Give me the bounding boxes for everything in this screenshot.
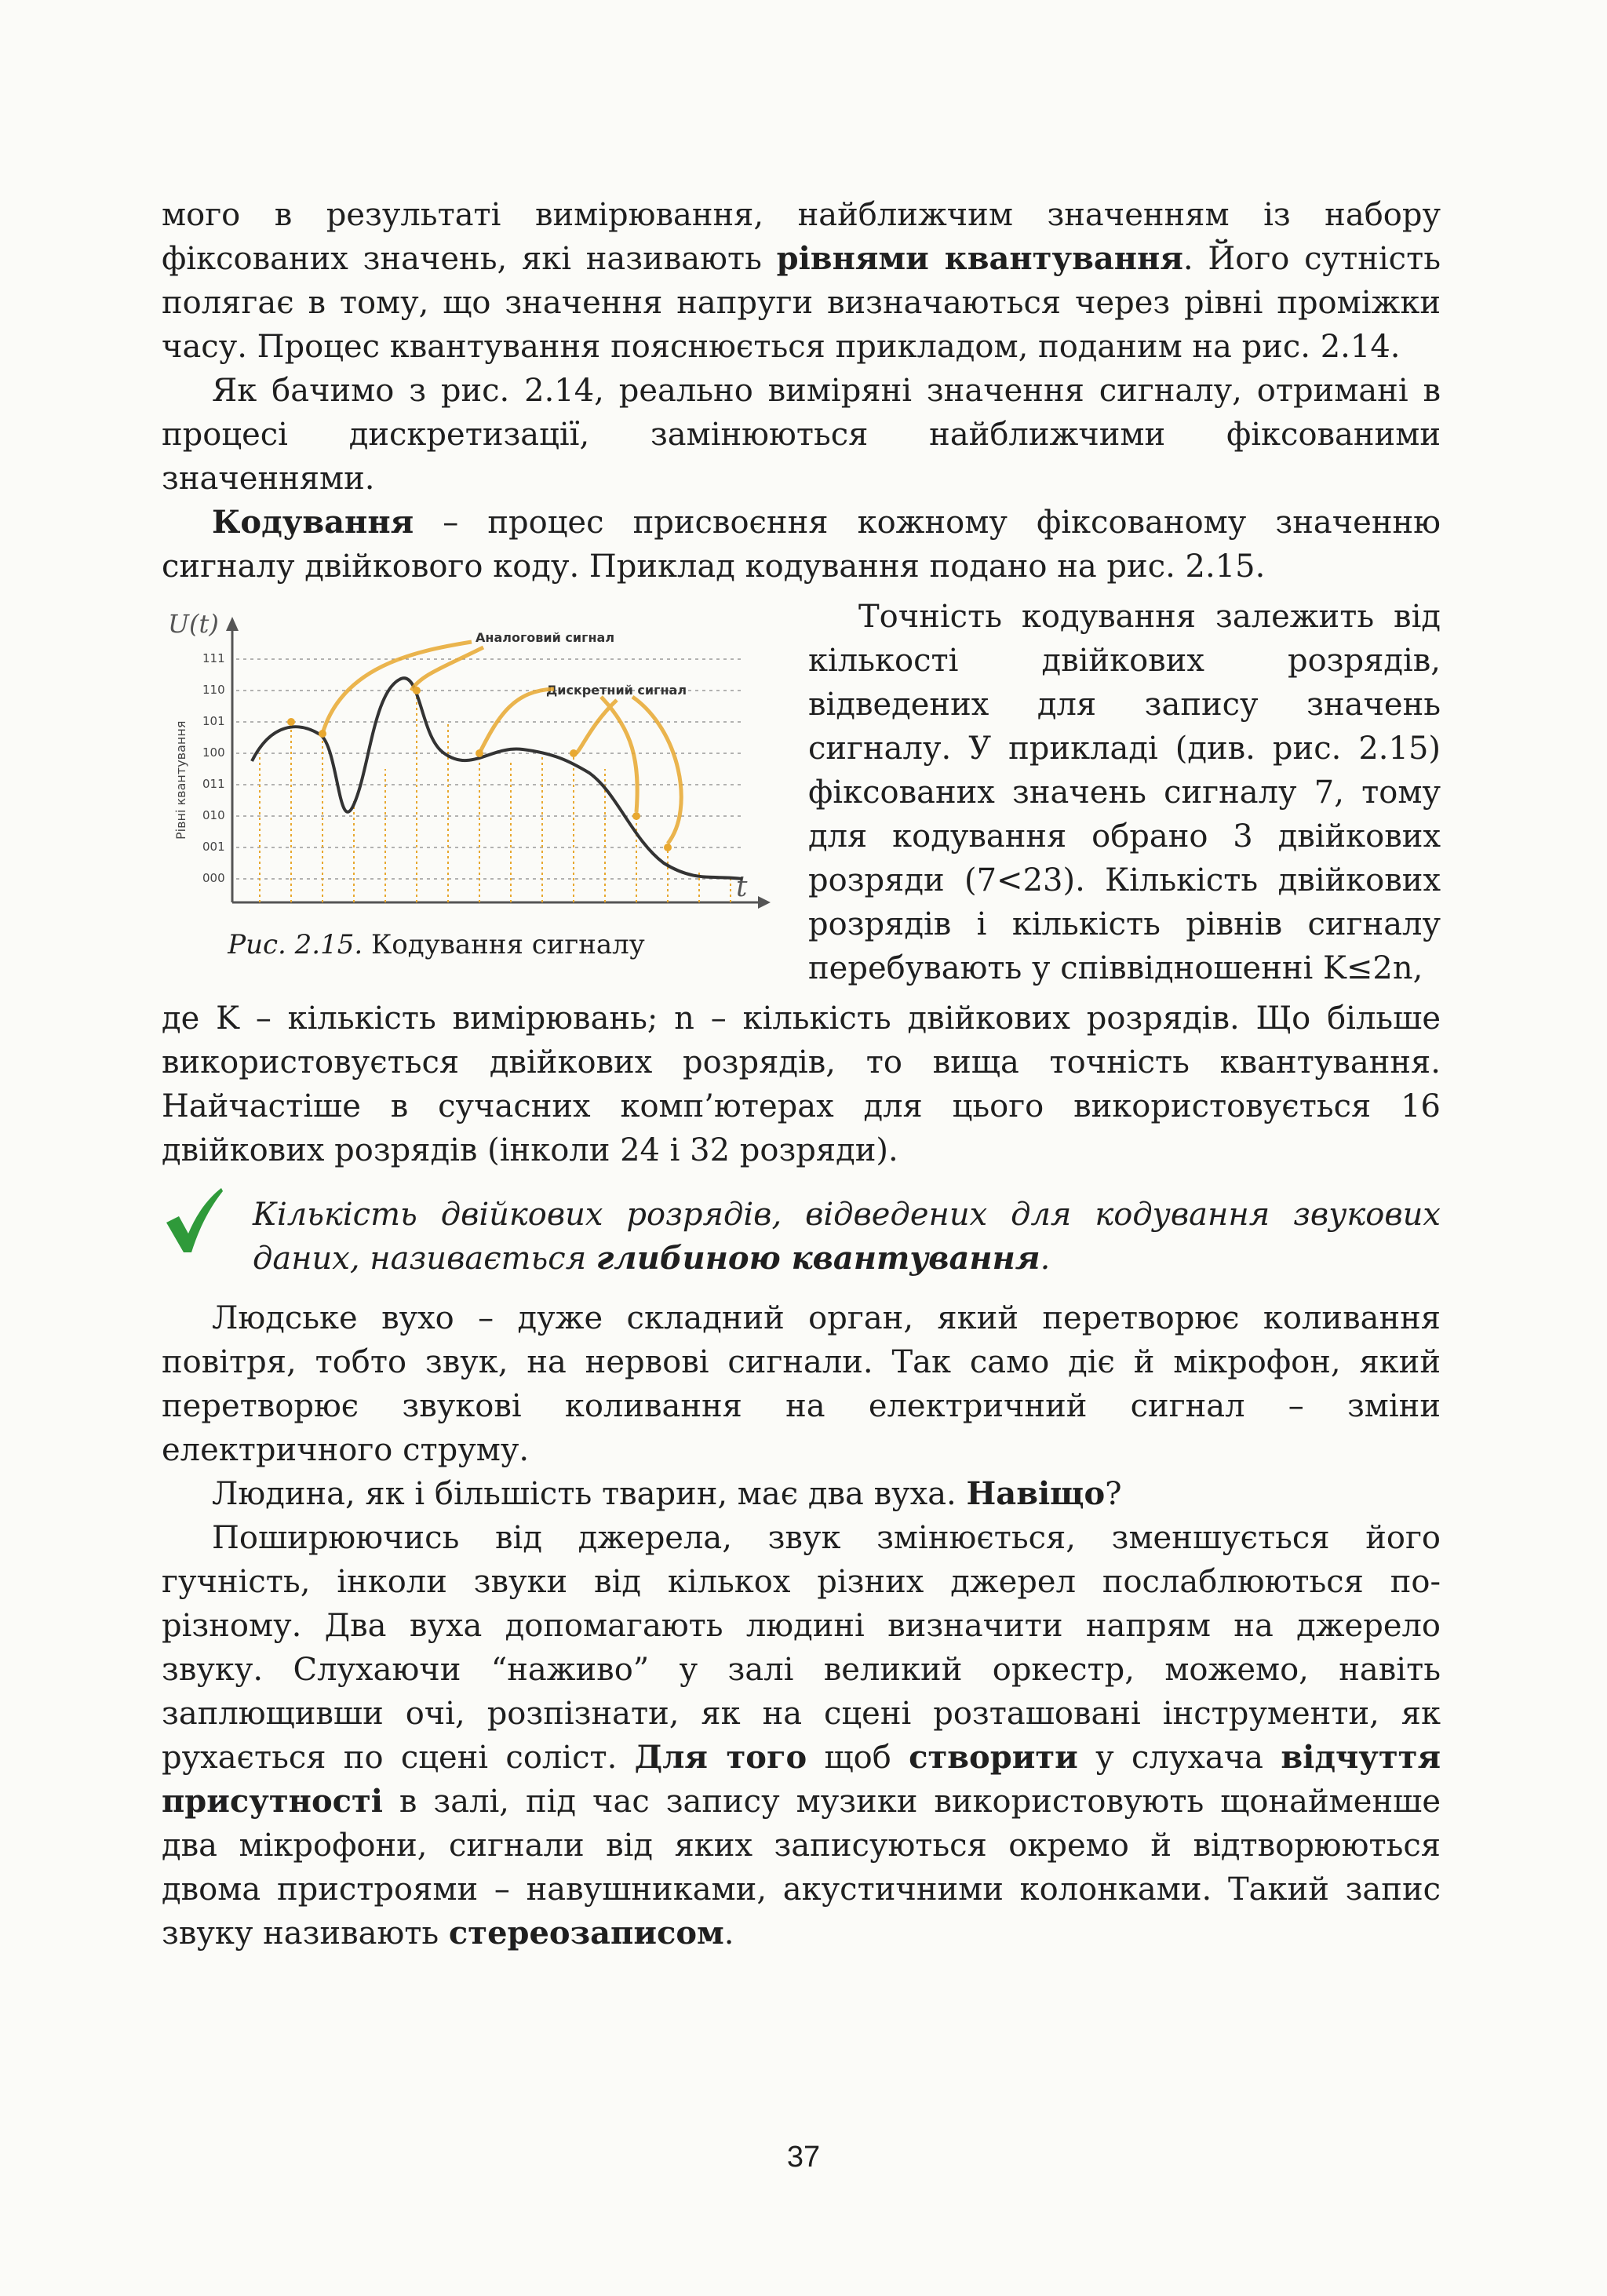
paragraph-variables: де K – кількість вимірювань; n – кількість двійкових розрядів. Що більше використовується двійкових розрядів, то вища точність квантування. Найчастіше в сучасних комп’ютерах для цього використовується 16 двійкових розрядів (інколи 24 і 32 розряди). xyxy=(162,1000,1441,1168)
level-label: 001 xyxy=(202,840,225,854)
figure-2-15 xyxy=(162,604,789,960)
level-label: 000 xyxy=(202,871,225,885)
coding-chart xyxy=(162,604,782,926)
term-quantization-levels: рівнями квантування xyxy=(776,240,1183,277)
bottom-text-block xyxy=(162,1296,1441,1955)
figure-caption xyxy=(162,929,711,960)
y-side-label: Рівні квантування xyxy=(173,720,188,840)
discrete-signal-label: Дискретний сигнал xyxy=(546,683,687,698)
level-label: 100 xyxy=(202,745,225,760)
level-label: 010 xyxy=(202,808,225,822)
paragraph-coding: Кодування – процес присвоєння кожному фіксованому значенню сигналу двійкового коду. Приклад кодування подано на рис. 2.15. xyxy=(162,504,1441,585)
term-quantization-depth: глибиною квантування xyxy=(596,1240,1040,1277)
paragraph-accuracy: Точність кодування залежить від кількості двійкових розрядів, відведених для запису значень сигналу. У прикладі (див. рис. 2.15) фіксованих значень сигналу 7, тому для кодування обрано 3 двійкових розряди (7<23). Кількість двійкових розрядів і кількість рівнів сигналу перебувають у співвідношенні K≤2n, xyxy=(808,599,1441,986)
level-label: 011 xyxy=(202,777,225,791)
paragraph-quantization: мого в результаті вимірювання, найближчим значенням із набору фіксованих значень, які називають рівнями квантування. Його сутність полягає в тому, що значення напруги визначаються через рівні проміжки часу. Процес квантування пояснюється прикладом, поданим на рис. 2.14. xyxy=(162,197,1441,365)
caption-number: Рис. 2.15. xyxy=(228,929,363,960)
level-label: 111 xyxy=(202,651,225,665)
top-text-block xyxy=(162,193,1441,589)
x-axis-label: t xyxy=(736,871,748,903)
definition-text: Кількість двійкових розрядів, відведених для кодування звукових даних, називається глибиною квантування. xyxy=(253,1197,1441,1277)
paragraph-stereo: Поширюючись від джерела, звук змінюється, зменшується його гучність, інколи звуки від кількох різних джерел послаблюються по-різному. Два вуха допомагають людині визначити напрям на джерело звуку. Слухаючи “наживо” у залі великий оркестр, можемо, навіть заплющивши очі, розпізнати, як на сцені розташовані інструменти, як рухається по сцені соліст. Для того щоб створити у слухача відчуття присутності в залі, під час запису музики використовують щонайменше два мікрофони, сигнали від яких записуються окремо й відтворюються двома пристроями – навушниками, акустичними колонками. Такий запис звуку називають стереозаписом. xyxy=(162,1520,1441,1952)
paragraph-ear: Людське вухо – дуже складний орган, який перетворює коливання повітря, тобто звук, на нервові сигнали. Так само діє й мікрофон, який перетворює звукові коливання на електричний сигнал – зміни електричного струму. xyxy=(162,1300,1441,1468)
caption-text: Кодування сигналу xyxy=(363,929,645,960)
y-axis-label: U(t) xyxy=(168,609,219,639)
paragraph-example: Як бачимо з рис. 2.14, реально виміряні значення сигналу, отримані в процесі дискретизації, замінюються найближчими фіксованими значеннями. xyxy=(162,373,1441,497)
page-number: 37 xyxy=(786,2141,821,2174)
level-label: 110 xyxy=(202,683,225,697)
middle-text-block xyxy=(162,997,1441,1172)
side-text-block xyxy=(808,595,1441,990)
term-stereo: стереозаписом xyxy=(448,1915,724,1952)
level-label: 101 xyxy=(202,714,225,728)
analog-signal-label: Аналоговий сигнал xyxy=(476,630,615,645)
paragraph-two-ears: Людина, як і більшість тварин, має два вуха. Навіщо? xyxy=(212,1475,1122,1512)
term-why: Навіщо xyxy=(966,1475,1106,1512)
checkmark-icon xyxy=(162,1185,224,1256)
term-coding: Кодування xyxy=(212,504,414,541)
